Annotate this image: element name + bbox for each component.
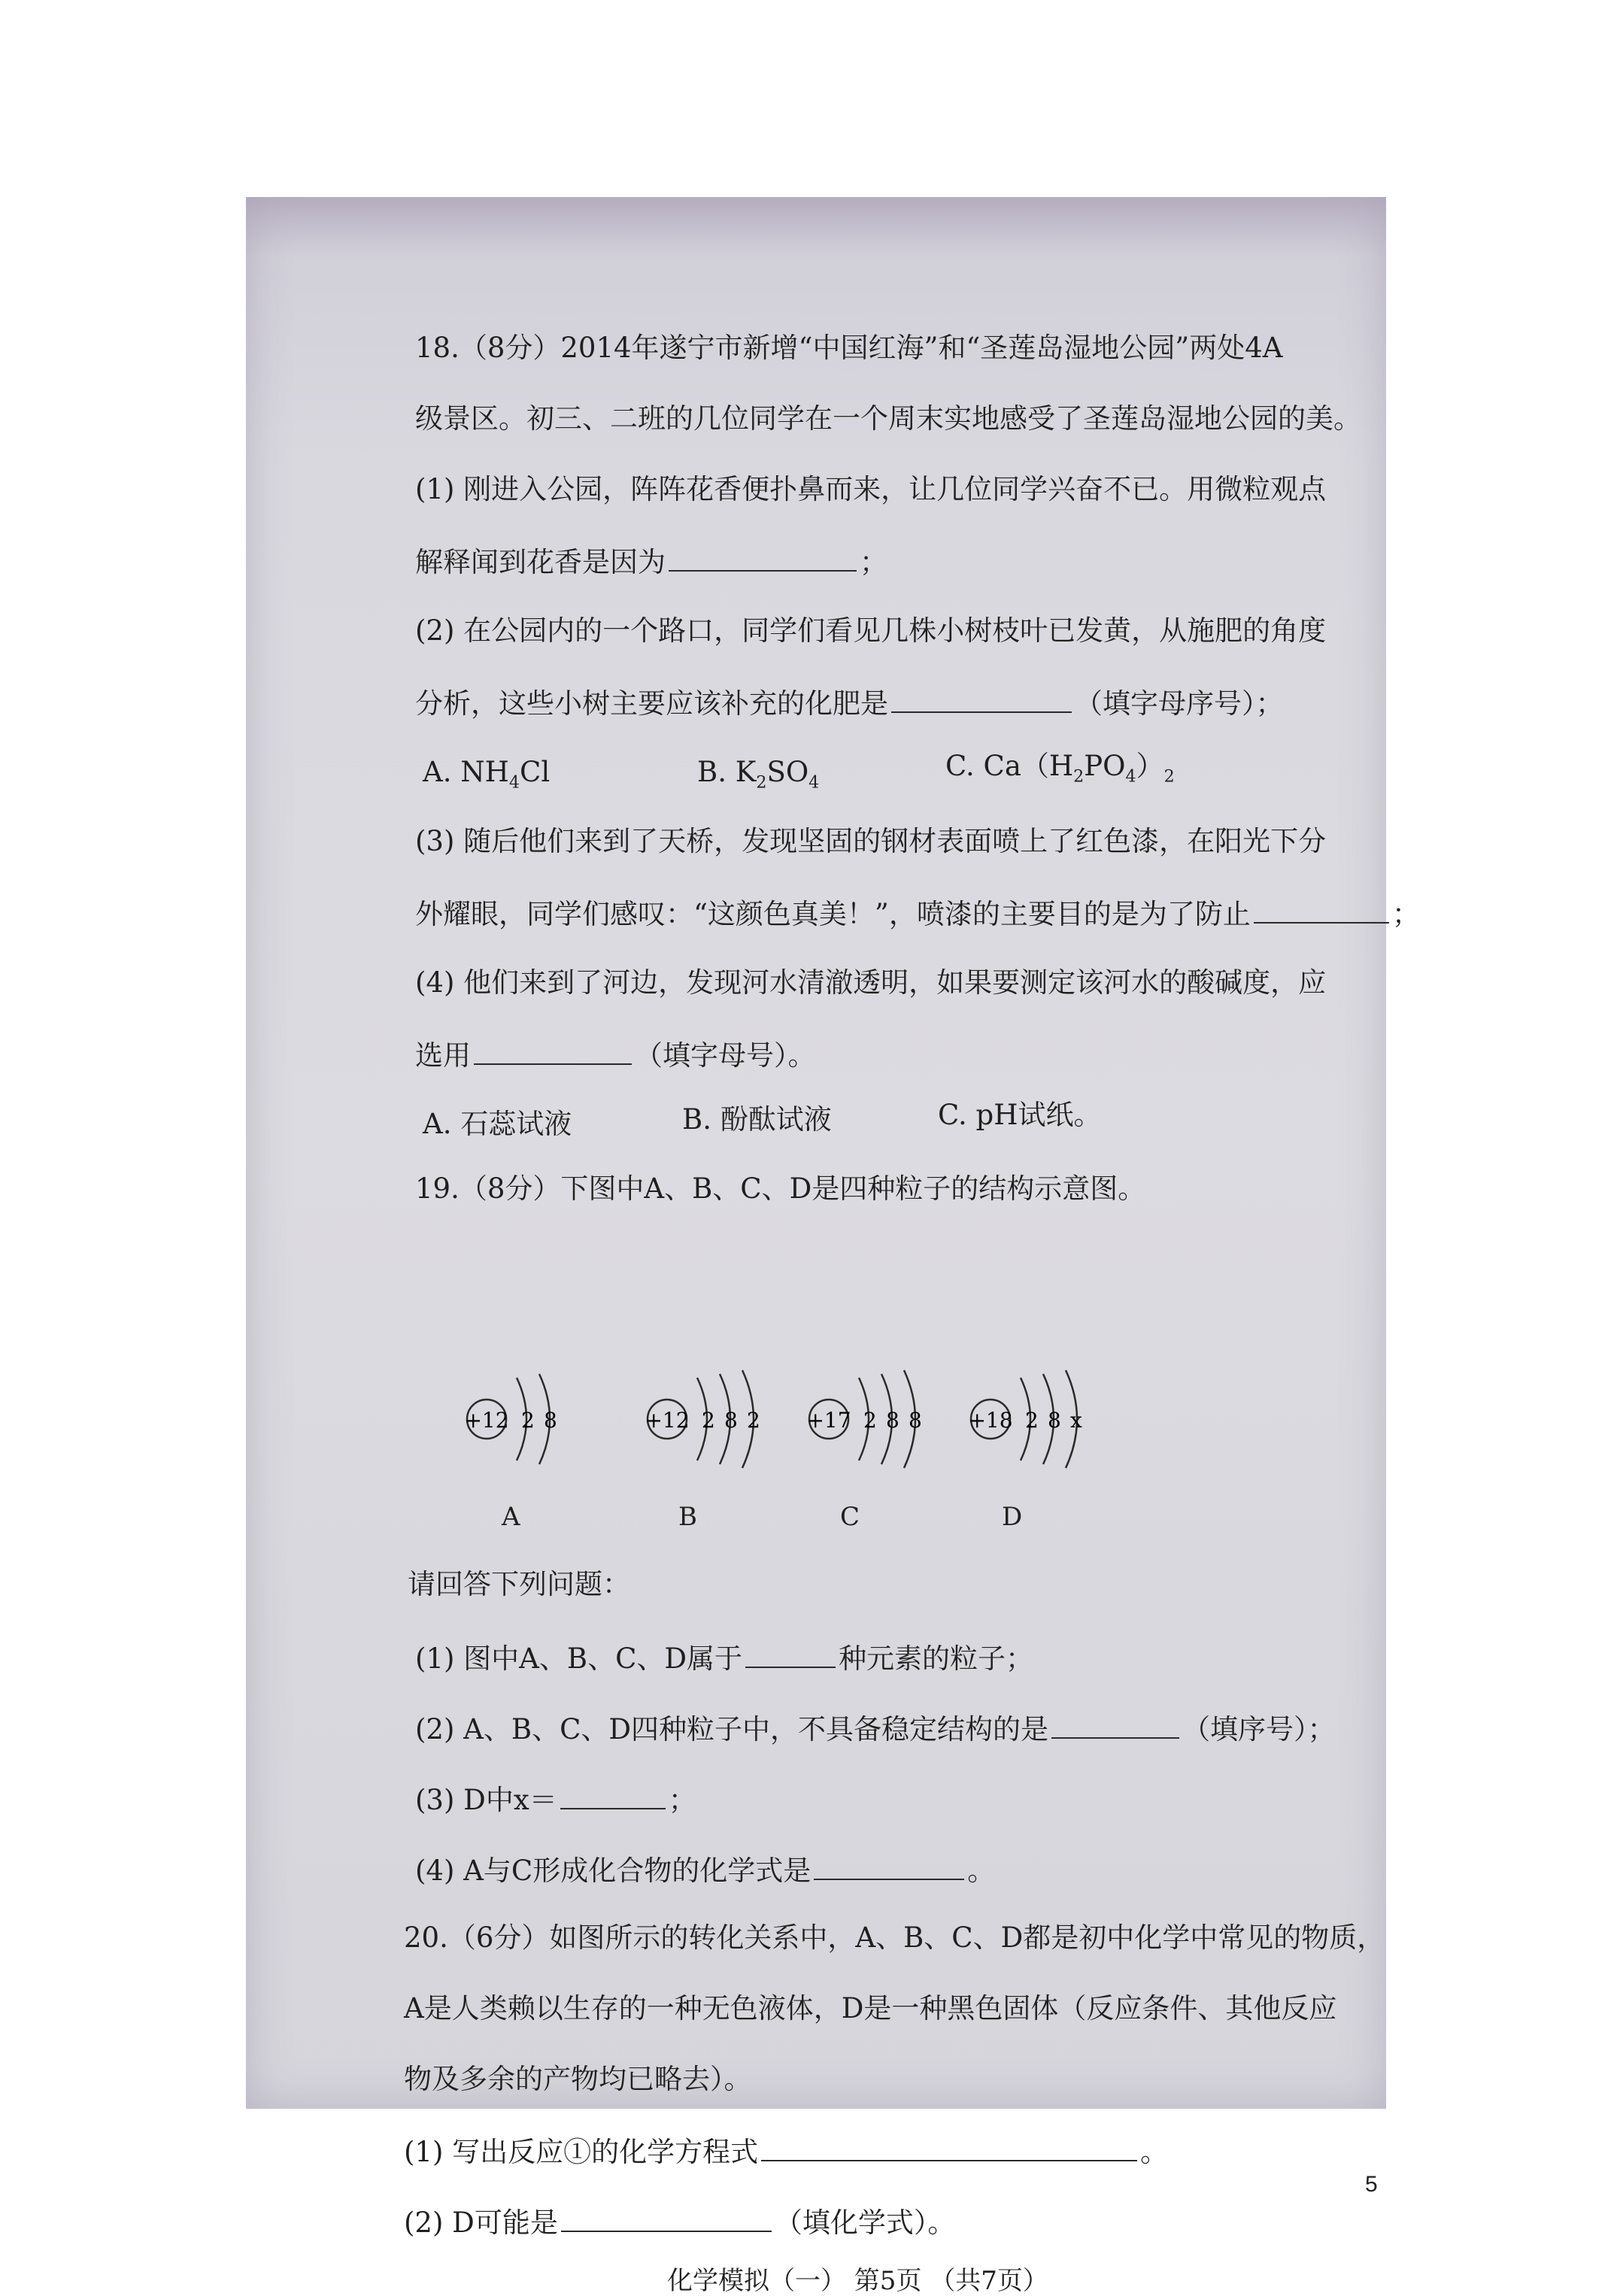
answer-blank[interactable]: [560, 1784, 666, 1809]
q18-line8: [415, 898, 1420, 928]
q19-line5-text: (3) D中x＝: [415, 1784, 557, 1816]
shell-count: 8: [886, 1408, 900, 1433]
punct: ；: [1391, 898, 1420, 930]
punct: ；: [860, 546, 887, 578]
q18-line6-text: 分析，这些小树主要应该补充的化肥是: [415, 687, 888, 720]
shell-count: 2: [1025, 1408, 1039, 1433]
q18-line2: 级景区。初三、二班的几位同学在一个周末实地感受了圣莲岛湿地公园的美。: [415, 402, 1361, 435]
punct: 。: [1140, 2136, 1169, 2168]
shell-count: 8: [724, 1408, 738, 1433]
shell-count: 2: [702, 1408, 715, 1433]
opt-text: PO: [1084, 750, 1126, 782]
atom-diagram-a: [464, 1363, 599, 1476]
hint: （填字母号）。: [635, 1039, 816, 1072]
subscript: 4: [1125, 766, 1136, 787]
opt-text: SO: [766, 756, 809, 788]
answer-blank[interactable]: [474, 1039, 632, 1065]
q18-line4: [415, 546, 887, 576]
answer-blank[interactable]: [1254, 898, 1389, 924]
subscript: 2: [1073, 766, 1085, 787]
atom-label-c: C: [840, 1502, 860, 1532]
nucleus-charge: +18: [968, 1408, 1013, 1433]
subscript: 4: [808, 772, 820, 793]
hint: （填序号）；: [1182, 1713, 1336, 1746]
hint: （填化学式）。: [774, 2207, 956, 2239]
hint: （填字母序号）；: [1075, 687, 1284, 720]
q18-line8-text: 外耀眼，同学们感叹：“这颜色真美！”，喷漆的主要目的是为了防止: [415, 898, 1251, 930]
shell-count: 2: [521, 1408, 535, 1433]
q18-line5: (2) 在公园内的一个路口，同学们看见几株小树枝叶已发黄，从施肥的角度: [415, 614, 1327, 647]
shell-count: 8: [909, 1408, 922, 1433]
punct: 。: [967, 1855, 996, 1887]
q18-line9: (4) 他们来到了河边，发现河水清澈透明，如果要测定该河水的酸碱度，应: [415, 966, 1327, 999]
answer-blank[interactable]: [814, 1855, 964, 1880]
q18-line10: [415, 1039, 816, 1072]
q19-line4-text: (2) A、B、C、D四种粒子中，不具备稳定结构的是: [415, 1713, 1049, 1746]
atom-diagram-c: [806, 1363, 964, 1476]
photo-top-shadow: [246, 197, 1386, 257]
q20-line4: [404, 2136, 1168, 2166]
subscript: 4: [508, 772, 520, 793]
opt-text: ）: [1136, 750, 1164, 782]
q19-line3-text: (1) 图中A、B、C、D属于: [415, 1642, 743, 1675]
opt-text: A. NH: [423, 756, 509, 788]
subscript: 2: [756, 772, 767, 793]
shell-count: x: [1070, 1408, 1082, 1433]
q20-line2: A是人类赖以生存的一种无色液体，D是一种黑色固体（反应条件、其他反应: [404, 1992, 1337, 2025]
q18-option-b: [697, 758, 819, 791]
subscript: 2: [1163, 766, 1175, 787]
q18-line10-text: 选用: [415, 1039, 471, 1072]
q18-line1: 18.（8分）2014年遂宁市新增“中国红海”和“圣莲岛湿地公园”两处4A: [415, 332, 1283, 364]
q19-line6-text: (4) A与C形成化合物的化学式是: [415, 1855, 812, 1887]
shell-count: 8: [544, 1408, 557, 1433]
atom-diagram-d: [968, 1363, 1126, 1476]
q19-line2: 请回答下列问题：: [408, 1568, 630, 1600]
atom-label-b: B: [678, 1502, 697, 1532]
q20-line5-text: (2) D可能是: [404, 2207, 558, 2239]
q20-line1: 20.（6分）如图所示的转化关系中，A、B、C、D都是初中化学中常见的物质，: [404, 1921, 1385, 1954]
q19-line1: 19.（8分）下图中A、B、C、D是四种粒子的结构示意图。: [415, 1172, 1146, 1205]
q18-option-c: [945, 752, 1175, 785]
q18-option2-b: B. 酚酞试液: [682, 1103, 832, 1136]
opt-text: Cl: [520, 756, 551, 788]
q18-line3: (1) 刚进入公园，阵阵花香便扑鼻而来，让几位同学兴奋不已。用微粒观点: [415, 473, 1327, 505]
q20-line3: 物及多余的产物均已略去）。: [404, 2063, 752, 2095]
q18-option-a: [423, 758, 550, 791]
nucleus-charge: +12: [645, 1408, 690, 1433]
answer-blank[interactable]: [745, 1642, 836, 1668]
q18-line6: [415, 687, 1284, 720]
exam-photo: [246, 197, 1420, 2109]
nucleus-charge: +12: [464, 1408, 509, 1433]
opt-text: C. Ca（H: [945, 750, 1074, 782]
q19-line3-tail: 种元素的粒子；: [839, 1642, 1034, 1675]
nucleus-charge: +17: [806, 1408, 851, 1433]
answer-blank[interactable]: [891, 687, 1072, 713]
q20-line4-text: (1) 写出反应①的化学方程式: [404, 2136, 759, 2168]
q19-line4: [415, 1713, 1336, 1746]
shell-count: 8: [1048, 1408, 1061, 1433]
shell-count: 2: [863, 1408, 877, 1433]
q18-line4-text: 解释闻到花香是因为: [415, 546, 666, 578]
opt-text: B. K: [697, 756, 757, 788]
atom-label-a: A: [502, 1502, 520, 1532]
answer-blank[interactable]: [1051, 1713, 1179, 1739]
q20-line5: [404, 2207, 955, 2237]
q18-line7: (3) 随后他们来到了天桥，发现坚固的钢材表面喷上了红色漆，在阳光下分: [415, 825, 1327, 857]
page-footer: 化学模拟（一） 第5页 （共7页）: [667, 2266, 1048, 2296]
q19-line6: [415, 1855, 995, 1885]
atom-diagram-b: [645, 1363, 802, 1476]
punct: ；: [668, 1784, 696, 1816]
answer-blank[interactable]: [669, 546, 857, 572]
atom-label-d: D: [1002, 1502, 1023, 1532]
answer-blank[interactable]: [761, 2136, 1137, 2161]
q19-line3: [415, 1642, 1033, 1673]
answer-blank[interactable]: [561, 2207, 772, 2232]
q18-option2-c: C. pH试纸。: [938, 1099, 1102, 1131]
page-number: 5: [1365, 2172, 1378, 2197]
shell-count: 2: [747, 1408, 760, 1433]
q18-option2-a: A. 石蕊试液: [423, 1108, 572, 1140]
q19-line5: [415, 1784, 696, 1814]
